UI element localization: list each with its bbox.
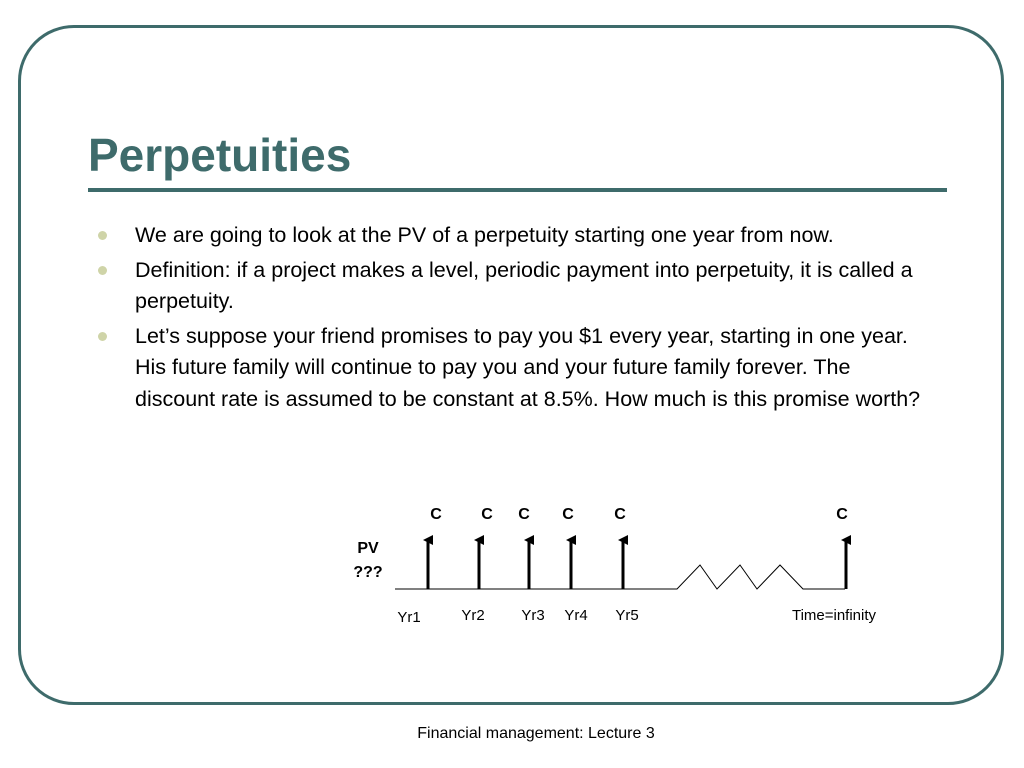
period-label-yr5: Yr5 bbox=[615, 607, 639, 624]
period-label-infinity: Time=infinity bbox=[791, 607, 877, 624]
period-label-yr4: Yr4 bbox=[564, 607, 588, 624]
slide-title: Perpetuities bbox=[88, 129, 352, 181]
pv-value: ??? bbox=[353, 564, 383, 581]
period-label-yr1: Yr1 bbox=[397, 609, 421, 626]
bullet-text: We are going to look at the PV of a perpetuity starting one year from now. bbox=[135, 223, 834, 247]
period-label-yr2: Yr2 bbox=[461, 607, 485, 624]
timeline-break-zigzag bbox=[672, 565, 845, 589]
period-label-yr3: Yr3 bbox=[521, 607, 545, 624]
cash-flow-label: C bbox=[518, 506, 530, 523]
bullet-text: Definition: if a project makes a level, periodic payment into perpetuity, it is called a perpetuity. bbox=[135, 257, 913, 313]
cash-flow-label: C bbox=[562, 506, 574, 523]
cash-flow-label: C bbox=[481, 506, 493, 523]
cash-flow-label: C bbox=[614, 506, 626, 523]
cash-flow-label: C bbox=[836, 506, 848, 523]
bullet-text: Let’s suppose your friend promises to pay you $1 every year, starting in one year. His future family will continue to pay you and your future family forever. The discount rate is assumed to be constant at 8.5%. How much is this promise worth? bbox=[135, 323, 921, 411]
slide-footer: Financial management: Lecture 3 bbox=[417, 725, 655, 742]
cash-flow-label: C bbox=[430, 506, 442, 523]
pv-label: PV bbox=[357, 540, 379, 557]
